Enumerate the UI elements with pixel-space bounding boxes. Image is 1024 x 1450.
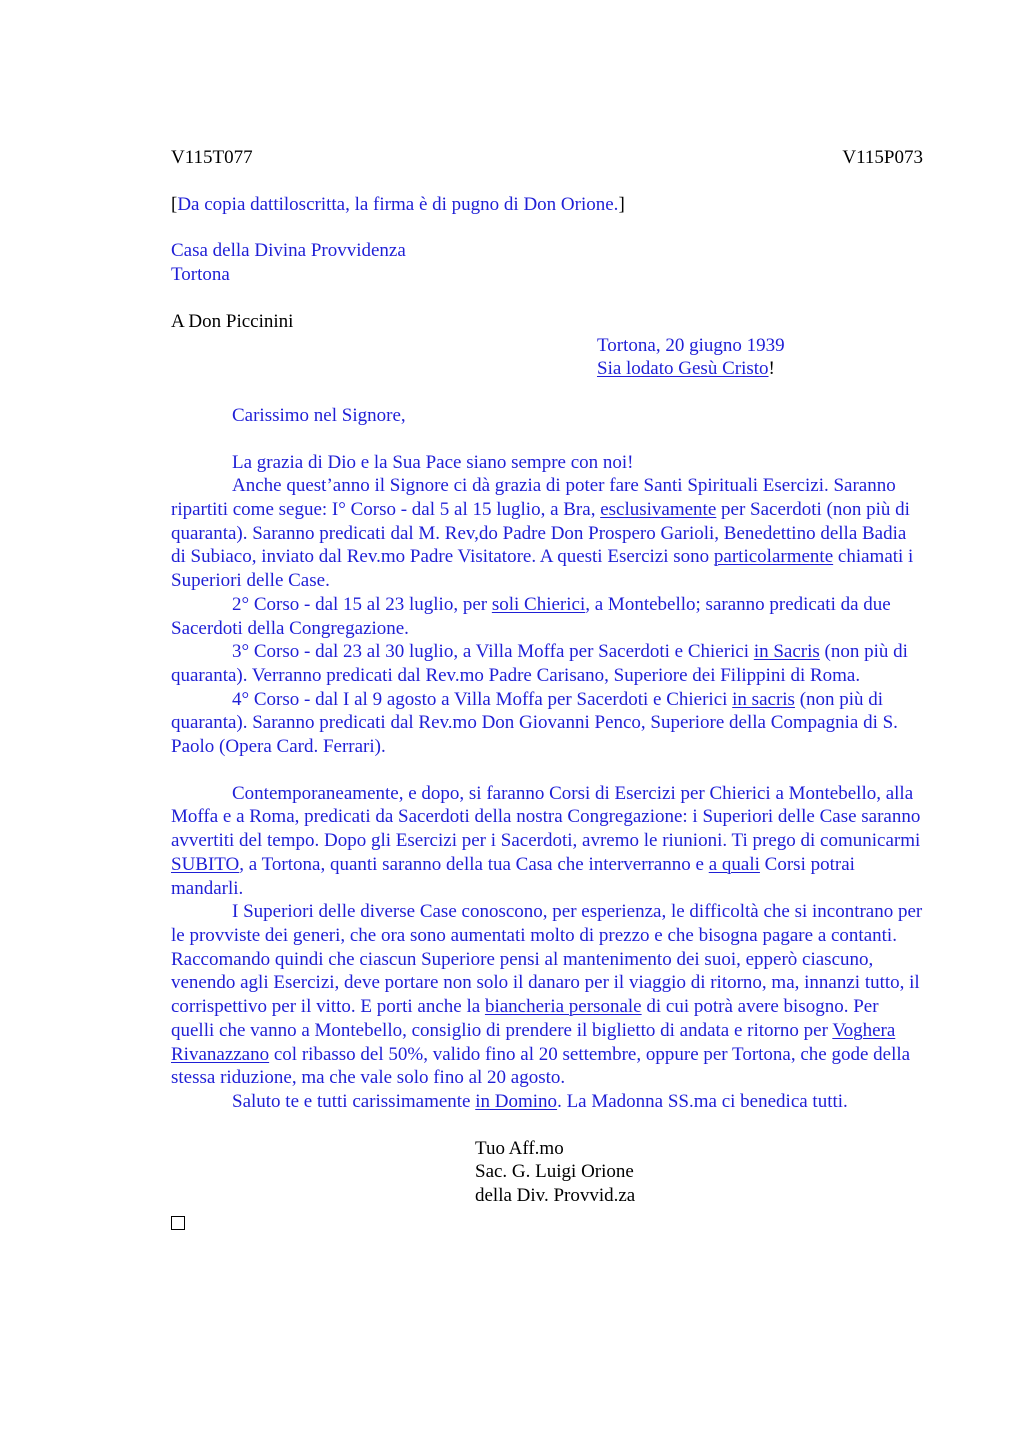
greeting-underlined: Sia lodato Gesù Cristo	[597, 358, 769, 380]
end-square-mark	[171, 1216, 185, 1230]
body-paragraph-3: 2° Corso - dal 15 al 23 luglio, per soli Chierici, a Montebello; saranno predicati da due Sacerdoti della Congregazione.	[171, 593, 891, 639]
salutation: Carissimo nel Signore,	[232, 404, 406, 426]
greeting: Sia lodato Gesù Cristo!	[597, 358, 775, 380]
signature-line1: Tuo Aff.mo	[475, 1137, 564, 1159]
place-date: Tortona, 20 giugno 1939	[597, 334, 785, 356]
document-codes	[171, 146, 923, 170]
body-paragraph-8: Saluto te e tutti carissimamente in Domino. La Madonna SS.ma ci benedica tutti.	[232, 1090, 848, 1112]
body-paragraph-6: Contemporaneamente, e dopo, si faranno Corsi di Esercizi per Chierici a Montebello, alla Moffa e a Roma, predicati da Sacerdoti della nostra Congregazione: i Superiori delle Case saranno avvertiti del tempo. Dopo gli Esercizi per i Sacerdoti, avremo le riunioni. Ti prego di comunicarmi SUBITO, a Tortona, quanti saranno della tua Casa che interverranno e a quali Corsi potrai mandarli.	[171, 782, 921, 899]
dateline	[597, 334, 923, 381]
signature-line3: della Div. Provvid.za	[475, 1185, 636, 1207]
signature-line2: Sac. G. Luigi Orione	[475, 1161, 634, 1183]
body-paragraph-7: I Superiori delle diverse Case conoscono, per esperienza, le difficoltà che si incontrano per le provviste dei generi, che ora sono aumentati molto di prezzo e che bisogna pagare a contanti. Raccomando quindi che ciascun Superiore pensi al mantenimento dei suoi, epperò ciascuno, venendo agli Esercizi, deve portare non solo il danaro per il viaggio di ritorno, ma, innanzi tutto, il corrispettivo per il vitto. E porti anche la biancheria personale di cui potrà avere bisogno. Per quelli che vanno a Montebello, consiglio di prendere il biglietto di andata e ritorno per Voghera Rivanazzano col ribasso del 50%, valido fino al 20 settembre, oppure per Tortona, che gode della stessa riduzione, ma che vale solo fino al 20 agosto.	[171, 901, 923, 1089]
body-paragraph-5: 4° Corso - dal I al 9 agosto a Villa Moffa per Sacerdoti e Chierici in sacris (non più di quaranta). Saranno predicati dal Rev.mo Don Giovanni Penco, Superiore della Compagnia di S. Paolo (Opera Card. Ferrari).	[171, 688, 898, 758]
body-paragraph-4: 3° Corso - dal 23 al 30 luglio, a Villa Moffa per Sacerdoti e Chierici in Sacris (non più di quaranta). Verranno predicati dal Rev.mo Padre Carisano, Superiore dei Filippini di Roma.	[171, 641, 908, 686]
sender-line1: Casa della Divina Provvidenza	[171, 240, 406, 262]
left-code: V115T077	[171, 147, 253, 168]
body-paragraph-2: Anche quest’anno il Signore ci dà grazia di poter fare Santi Spirituali Esercizi. Saranno ripartiti come segue: I° Corso - dal 5 al 15 luglio, a Bra, esclusivamente per Sacerdoti (non più di quaranta). Saranno predicati dal M. Rev,do Padre Don Prospero Garioli, Benedettino della Badia di Subiaco, inviato dal Rev.mo Padre Visitatore. A questi Esercizi sono particolarmente chiamati i Superiori delle Case.	[171, 475, 914, 592]
body-paragraph-1: La grazia di Dio e la Sua Pace siano sempre con noi!	[232, 451, 634, 473]
recipient: A Don Piccinini	[171, 310, 294, 332]
letter-page	[171, 146, 923, 1236]
letter-body	[171, 451, 923, 1114]
editorial-note: [Da copia dattiloscritta, la firma è di pugno di Don Orione.]	[171, 193, 625, 215]
editorial-note-text: Da copia dattiloscritta, la firma è di pugno di Don Orione.	[177, 193, 619, 215]
sender-line2: Tortona	[171, 264, 230, 286]
signature-block	[475, 1137, 923, 1208]
right-code: V115P073	[842, 147, 923, 168]
